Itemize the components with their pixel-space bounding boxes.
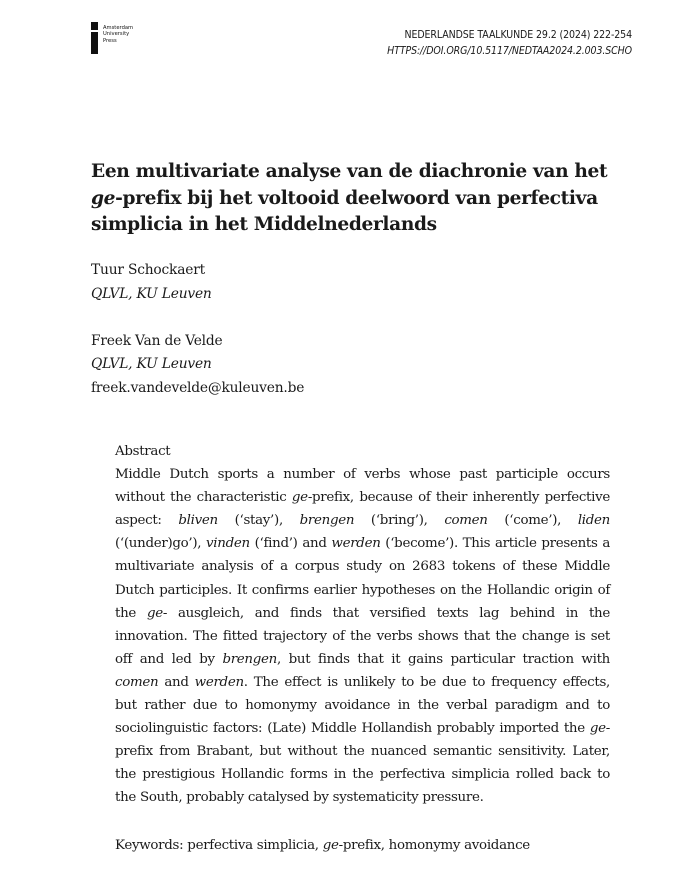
author-block (91, 330, 304, 401)
author-email[interactable]: freek.vandevelde@kuleuven.be (91, 379, 305, 396)
author-name: Freek Van de Velde (91, 332, 223, 349)
author-affiliation: QLVL, KU Leuven (91, 285, 212, 302)
aup-logo-icon (91, 22, 98, 54)
title-line: -prefix bij het voltooid deelwoord van perfectiva (115, 187, 598, 209)
publisher-line: Amsterdam (103, 25, 134, 31)
author-affiliation: QLVL, KU Leuven (91, 356, 212, 372)
publisher-line: Press (103, 37, 117, 44)
publisher-name (103, 22, 143, 44)
journal-header (387, 27, 632, 59)
keywords-list: perfectiva simplicia, ge-prefix, homonymy avoidance (187, 838, 530, 853)
keywords-label: Keywords: (115, 838, 184, 853)
abstract-heading: Abstract (115, 444, 171, 459)
doi-link[interactable]: HTTPS://DOI.ORG/10.5117/NEDTAA2024.2.003.SCHO (387, 45, 632, 57)
title-line: simplicia in het Middelnederlands (91, 214, 437, 235)
author-list (91, 259, 304, 424)
abstract (115, 440, 610, 810)
author-name: Tuur Schockaert (91, 262, 205, 278)
keywords (115, 835, 530, 857)
article-title (91, 159, 621, 239)
journal-citation: NEDERLANDSE TAALKUNDE 29.2 (2024) 222-254 (404, 29, 632, 41)
publisher-logo (91, 22, 143, 54)
title-italic: ge (91, 187, 116, 209)
abstract-text: Middle Dutch sports a number of verbs whose past participle occurs without the characteristic ge-prefix, because of their inherently perfective aspect: bliven (‘stay’), brengen (‘bring’), comen (‘come’), liden (‘(under)go’), vinden (‘find’) and werden (‘become’). This article presents a multivariate analysis of a corpus study on 2683 tokens of these Middle Dutch participles. It confirms earlier hypotheses on the Hollandic origin of the ge- ausgleich, and finds that versified texts lag behind in the innovation. The fitted trajectory of the verbs shows that the change is set off and led by brengen, but finds that it gains particular traction with comen and werden. The effect is unlikely to be due to frequency effects, but rather due to homonymy avoidance in the verbal paradigm and to sociolinguistic factors: (Late) Middle Hollandish probably imported the ge-prefix from Brabant, but without the nuanced semantic sensitivity. Later, the prestigious Hollandic forms in the perfectiva simplicia rolled back to the South, probably catalysed by systematicity pressure. (115, 467, 611, 806)
title-line: Een multivariate analyse van de diachronie van het (91, 161, 608, 182)
author-block (91, 259, 304, 306)
publisher-line: University (103, 31, 130, 38)
